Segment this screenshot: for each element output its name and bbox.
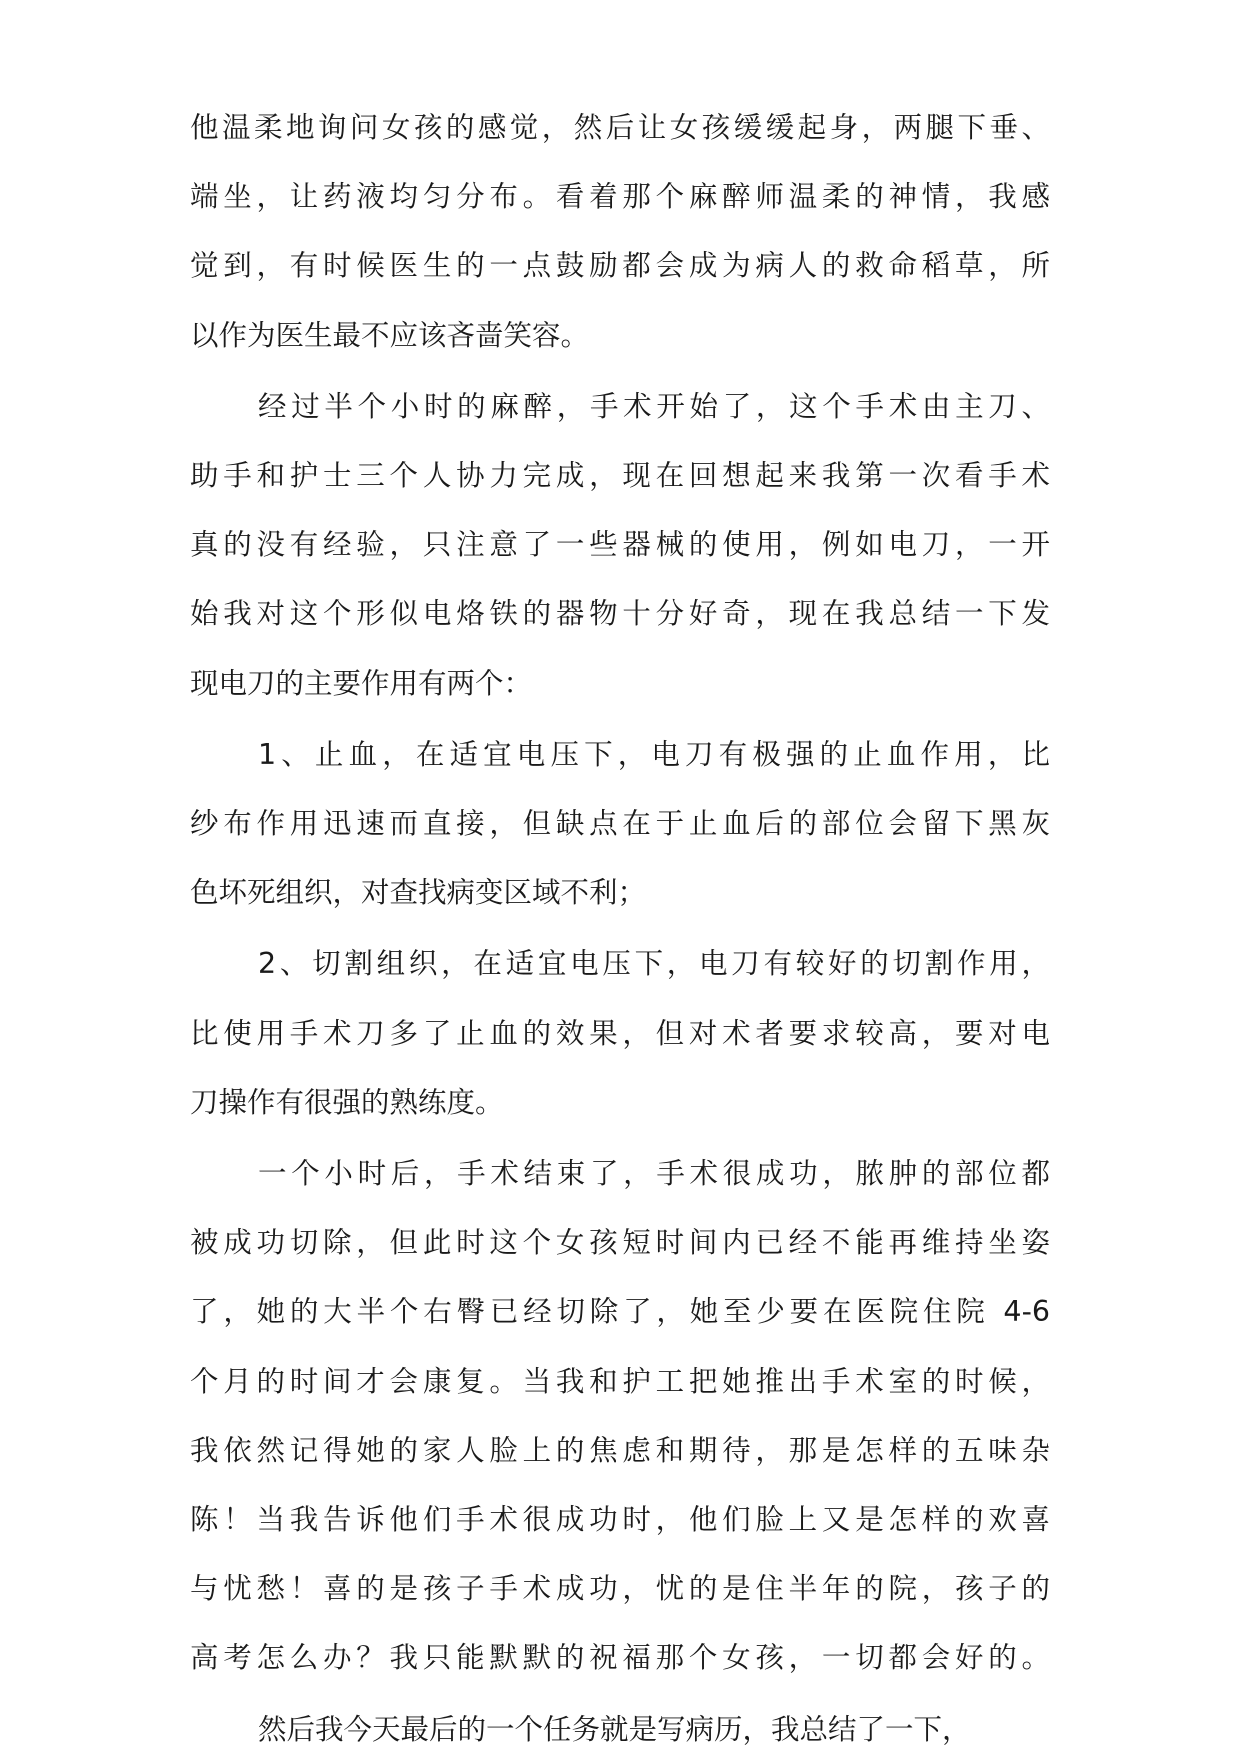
text-line: 色坏死组织，对查找病变区域不利；: [190, 876, 647, 909]
text-line: 现电刀的主要作用有两个：: [190, 667, 533, 700]
text-line: 2、切割组织，在适宜电压下，电刀有较好的切割作用，: [258, 947, 1050, 980]
text-line: 助手和护士三个人协力完成，现在回想起来我第一次看手术: [190, 459, 1050, 492]
text-line: 比使用手术刀多了止血的效果，但对术者要求较高，要对电: [190, 1017, 1050, 1050]
text-line: 刀操作有很强的熟练度。: [190, 1086, 504, 1119]
text-line: 以作为医生最不应该吝啬笑容。: [190, 319, 590, 352]
text-line: 他温柔地询问女孩的感觉，然后让女孩缓缓起身，两腿下垂、: [190, 111, 1050, 144]
text-line: 一个小时后，手术结束了，手术很成功，脓肿的部位都: [258, 1157, 1050, 1190]
text-line: 觉到，有时候医生的一点鼓励都会成为病人的救命稻草，所: [190, 249, 1050, 282]
text-line: 与忧愁！喜的是孩子手术成功，忧的是住半年的院，孩子的: [190, 1572, 1050, 1605]
text-line: 个月的时间才会康复。当我和护工把她推出手术室的时候，: [190, 1365, 1050, 1398]
text-line: 我依然记得她的家人脸上的焦虑和期待，那是怎样的五味杂: [190, 1434, 1050, 1467]
text-line: 纱布作用迅速而直接，但缺点在于止血后的部位会留下黑灰: [190, 807, 1050, 840]
text-line: 始我对这个形似电烙铁的器物十分好奇，现在我总结一下发: [190, 597, 1050, 630]
text-line: 陈！当我告诉他们手术很成功时，他们脸上又是怎样的欢喜: [190, 1503, 1050, 1536]
text-line: 被成功切除，但此时这个女孩短时间内已经不能再维持坐姿: [190, 1226, 1050, 1259]
text-line: 真的没有经验，只注意了一些器械的使用，例如电刀，一开: [190, 528, 1050, 561]
text-line: 高考怎么办？我只能默默的祝福那个女孩，一切都会好的。: [190, 1641, 1050, 1674]
text-line: 1、止血，在适宜电压下，电刀有极强的止血作用，比: [258, 738, 1050, 771]
text-line: 了，她的大半个右臀已经切除了，她至少要在医院住院 4-6: [190, 1295, 1050, 1328]
text-line: 端坐，让药液均匀分布。看着那个麻醉师温柔的神情，我感: [190, 180, 1050, 213]
text-line: 然后我今天最后的一个任务就是写病历，我总结了一下，: [258, 1713, 971, 1746]
text-line: 经过半个小时的麻醉，手术开始了，这个手术由主刀、: [258, 390, 1050, 423]
